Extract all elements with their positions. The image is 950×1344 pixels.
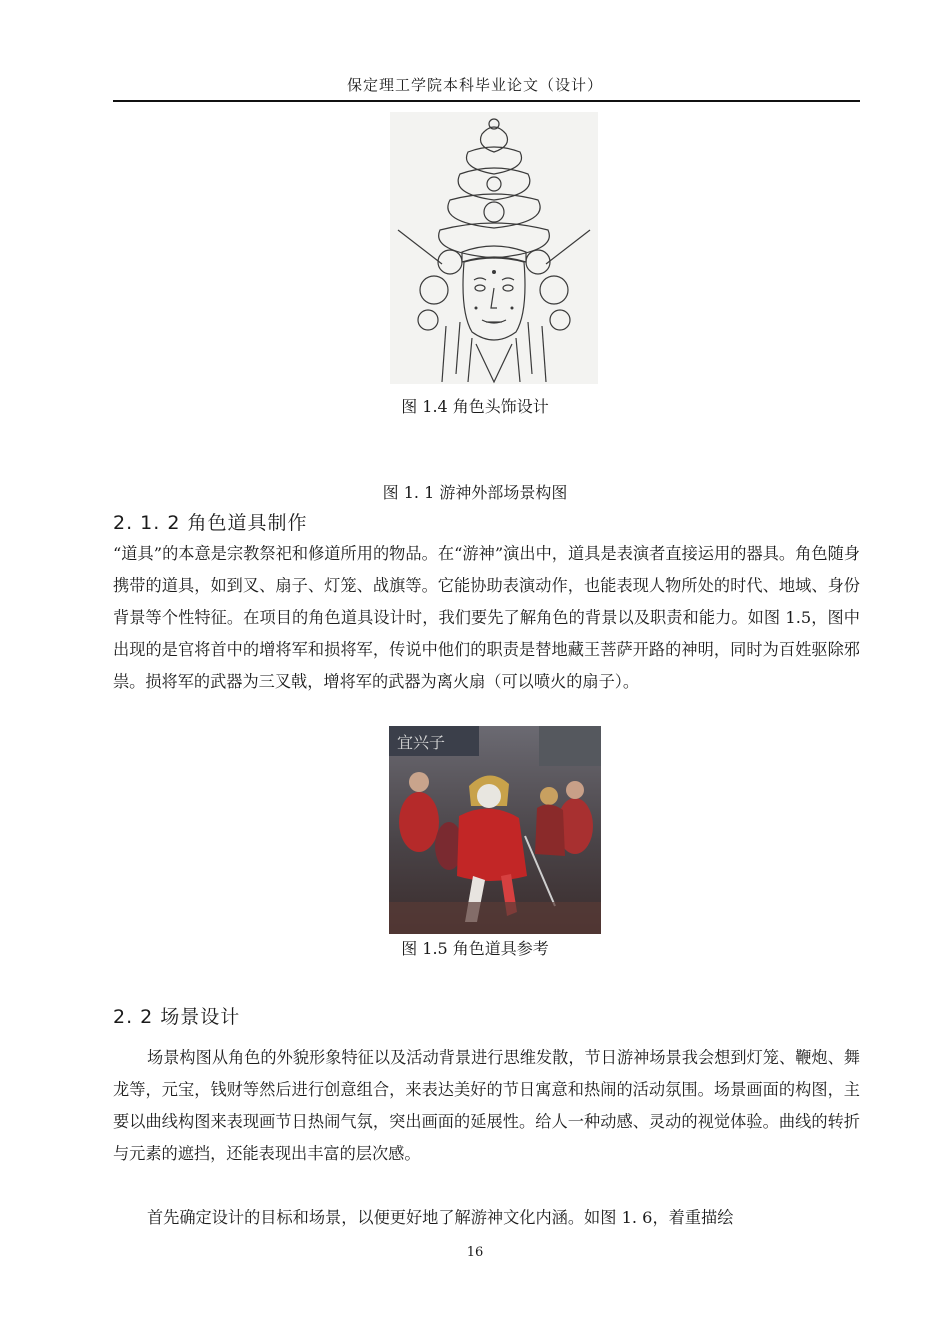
figure-1-5-caption: 图 1.5 角色道具参考: [401, 939, 549, 958]
paragraph-design-goal: 首先确定设计的目标和场景，以便更好地了解游神文化内涵。如图 1. 6，着重描绘: [147, 1208, 734, 1227]
photo-banner-text: 宜兴子: [397, 733, 446, 752]
figure-1-1-caption: 图 1. 1 游神外部场景构图: [382, 483, 568, 502]
paragraph-scene-composition: 场景构图从角色的外貌形象特征以及活动背景进行思维发散，节日游神场景我会想到灯笼、鞭炮、舞龙等，元宝，钱财等然后进行创意组合，来表达美好的节日寓意和热闹的活动氛围。场景画面的构图，主要以曲线构图来表现画节日热闹气氛，突出画面的延展性。给人一种动感、灵动的视觉体验。曲线的转折与元素的遮挡，还能表现出丰富的层次感。: [113, 1048, 860, 1163]
page-number: 16: [466, 1245, 484, 1260]
header-rule: [113, 100, 860, 102]
section-heading-2-2: 2. 2 场景设计: [113, 1006, 241, 1028]
running-header: 保定理工学院本科毕业论文（设计）: [346, 76, 603, 94]
figure-1-4-caption: 图 1.4 角色头饰设计: [401, 397, 549, 416]
parade-props-photo: [389, 726, 601, 934]
paragraph-props: “道具”的本意是宗教祭祀和修道所用的物品。在“游神”演出中，道具是表演者直接运用的器具。角色随身携带的道具，如到叉、扇子、灯笼、战旗等。它能协助表演动作，也能表现人物所处的时代、地域、身份背景等个性特征。在项目的角色道具设计时，我们要先了解角色的背景以及职责和能力。如图 1.5，图中出现的是官将首中的增将军和损将军，传说中他们的职责是替地藏王菩萨开路的神明，同时为百姓驱除邪祟。损将军的武器为三叉戟，增将军的武器为离火扇（可以喷火的扇子）。: [113, 544, 860, 691]
section-heading-2-1-2: 2. 1. 2 角色道具制作: [113, 512, 308, 534]
headdress-sketch-image: [390, 112, 598, 384]
